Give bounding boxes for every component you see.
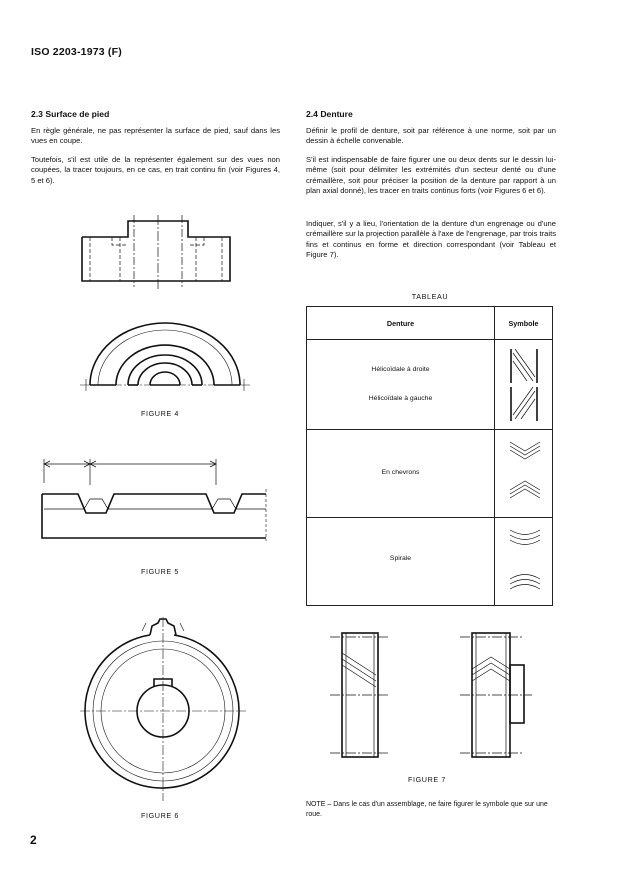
- symbol-chevrons-up-icon: [507, 479, 543, 501]
- symbol-helicoidale-droite-icon: [507, 347, 541, 385]
- table-cell-en-chevrons: En chevrons: [381, 469, 420, 476]
- table-cell-helicoidale-gauche: Hélicoïdale à gauche: [368, 395, 433, 402]
- table-column-divider: [494, 307, 495, 605]
- table-row-divider: [307, 429, 552, 430]
- table-header-denture: Denture: [386, 319, 415, 328]
- paragraph-denture-3: Indiquer, s'il y a lieu, l'orientation de la denture d'un engrenage ou d'une crémaillère sur la projection parallèle à l'axe de l'engrenage, par trois traits fins et continus en forme et direction correspondant (voir Tableau et Figure 7).: [306, 219, 556, 259]
- figure-5-rack: [38, 455, 270, 545]
- document-header: ISO 2203-1973 (F): [31, 46, 122, 58]
- figure-7-herringbone-gear-view: [460, 625, 540, 765]
- paragraph-surface-2: Toutefois, s'il est utile de la représenter également sur des vues non coupées, la tracer toujours, en ce cas, en trait continu fin (voir Figures 4, 5 et 6).: [31, 155, 280, 185]
- section-heading-surface-de-pied: 2.3 Surface de pied: [31, 109, 110, 119]
- figure-4-side-view: [70, 215, 250, 290]
- table-caption: TABLEAU: [411, 292, 449, 301]
- symbol-chevrons-down-icon: [507, 439, 543, 461]
- figure-4-half-view: [80, 315, 250, 395]
- page-number: 2: [30, 833, 37, 847]
- table-cell-helicoidale-droite: Hélicoïdale à droite: [371, 366, 430, 373]
- table-header-divider: [307, 339, 552, 340]
- note-assemblage: NOTE – Dans le cas d'un assemblage, ne faire figurer le symbole que sur une roue.: [306, 801, 548, 818]
- symbol-spirale-up-icon: [507, 569, 543, 591]
- denture-symbol-table: [306, 306, 553, 606]
- figure-5-caption: FIGURE 5: [141, 567, 179, 576]
- table-cell-spirale: Spirale: [389, 555, 412, 562]
- paragraph-denture-2: S'il est indispensable de faire figurer une ou deux dents sur le dessin lui-même (soit pour délimiter les extrémités d'un secteur denté ou d'une crémaillère, soit pour préciser la position de la denture par rapport à un plan axial donné), les tracer en traits continus forts (voir Figures 6 et 6).: [306, 155, 556, 195]
- table-header-symbole: Symbole: [508, 319, 539, 328]
- section-heading-denture: 2.4 Denture: [306, 109, 353, 119]
- paragraph-surface-1: En règle générale, ne pas représenter la surface de pied, sauf dans les vues en coupe.: [31, 126, 280, 146]
- paragraph-denture-1: Définir le profil de denture, soit par référence à une norme, soit par un dessin à échelle convenable.: [306, 126, 556, 146]
- figure-6-caption: FIGURE 6: [141, 811, 179, 820]
- symbol-helicoidale-gauche-icon: [507, 385, 541, 423]
- table-row-divider: [307, 517, 552, 518]
- figure-7-helical-gear-view: [330, 625, 390, 765]
- figure-6-gear: [68, 617, 258, 807]
- symbol-spirale-down-icon: [507, 527, 543, 549]
- figure-7-caption: FIGURE 7: [408, 775, 446, 784]
- figure-4-caption: FIGURE 4: [141, 409, 179, 418]
